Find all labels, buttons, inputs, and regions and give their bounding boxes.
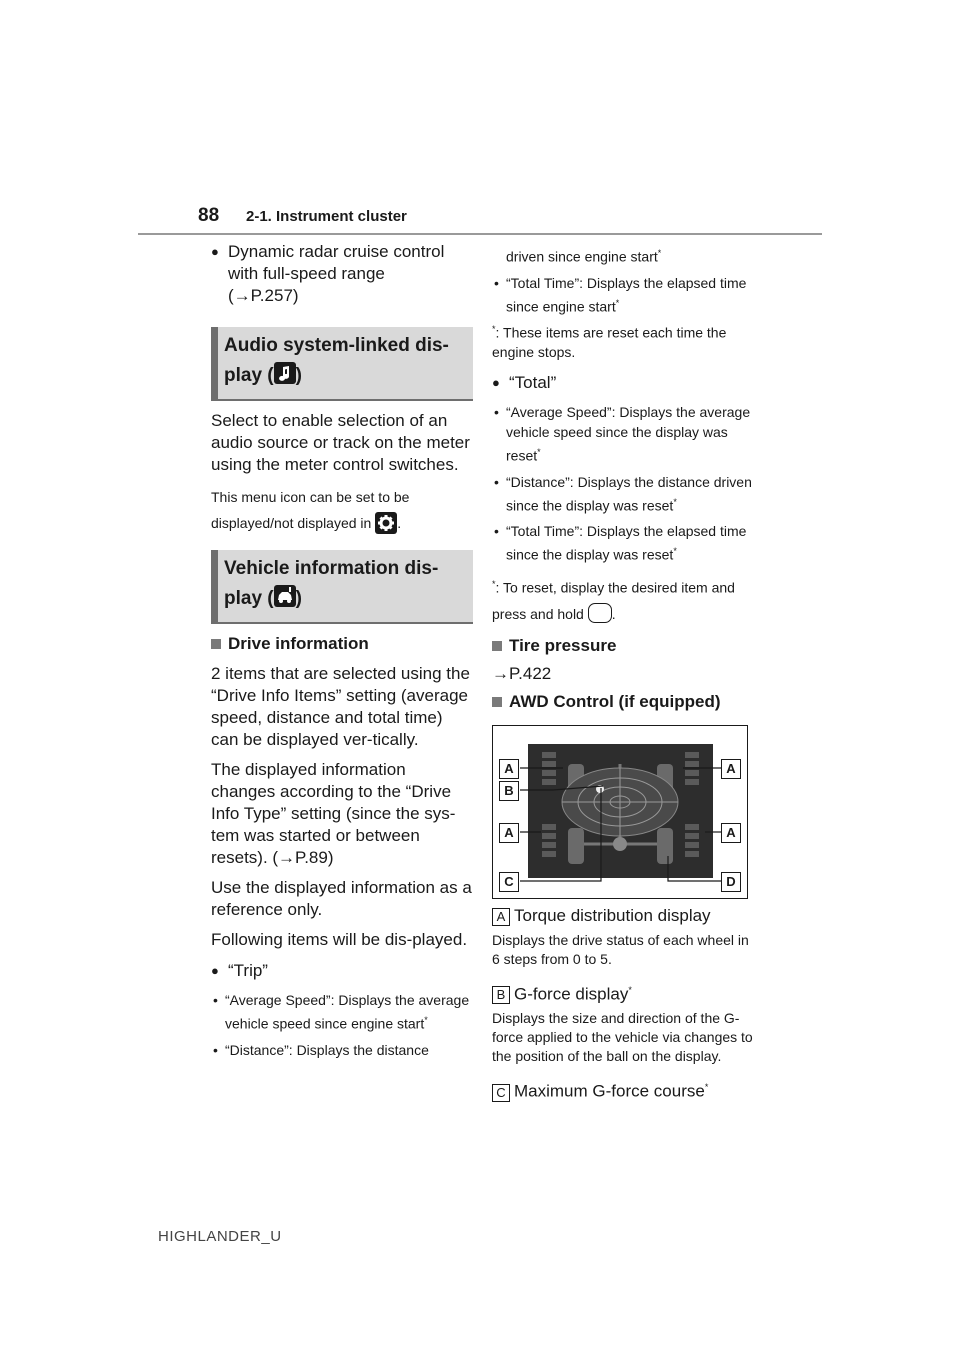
tag-a: A xyxy=(492,908,510,926)
drive-info-p4: Following items will be dis-played. xyxy=(211,930,468,949)
audio-heading: Audio system-linked dis- play ( ) xyxy=(211,327,473,401)
drive-info-title: Drive information xyxy=(211,633,473,655)
footer-model: HIGHLANDER_U xyxy=(158,1228,282,1245)
awd-display-figure xyxy=(492,725,748,899)
trip-distance-start: • “Distance”: Displays the distance xyxy=(211,1040,473,1060)
settings-gear-icon xyxy=(375,512,397,534)
tire-pressure-title: Tire pressure xyxy=(492,635,754,657)
audio-note: This menu icon can be set to be displayed/not displayed in . xyxy=(211,484,473,536)
drive-info-p2: The displayed information changes according to the “Drive Info Type” setting (since the sys-tem was started or between resets). (→P.89) xyxy=(211,760,456,867)
audio-text: Select to enable selection of an audio source or track on the meter using the meter control switches. xyxy=(211,411,470,474)
radar-ref-link[interactable]: (→P.257) xyxy=(228,286,299,305)
tag-c: C xyxy=(492,1084,510,1102)
awd-control-title: AWD Control (if equipped) xyxy=(492,691,754,713)
vehicle-info-heading: Vehicle information dis- play ( ) xyxy=(211,550,473,624)
caption-b-desc: Displays the size and direction of the G-force applied to the vehicle via changes to the position of the ball on the display. xyxy=(492,1010,753,1065)
label-a-top-right: A xyxy=(721,759,741,779)
total-title: ● “Total” xyxy=(492,372,754,394)
drive-info-p3: Use the displayed information as a reference only. xyxy=(211,878,472,919)
drive-info-p1: 2 items that are selected using the “Drive Info Items” setting (average speed, distance and total time) can be displayed ver-tically. xyxy=(211,664,470,749)
label-a-bottom-left: A xyxy=(499,823,519,843)
section-title: 2-1. Instrument cluster xyxy=(246,208,407,225)
radar-bullet: ● Dynamic radar cruise control with full-speed range (→P.257) xyxy=(211,241,473,307)
tire-pressure-ref[interactable]: →P.422 xyxy=(492,663,552,683)
music-note-icon xyxy=(274,362,296,384)
header-rule xyxy=(138,233,822,235)
caption-a: A Torque distribution display xyxy=(492,905,754,927)
vehicle-info-icon xyxy=(274,585,296,607)
caption-a-desc: Displays the drive status of each wheel in 6 steps from 0 to 5. xyxy=(492,931,749,967)
total-average-speed: • “Average Speed”: Displays the average vehicle speed since the display was reset* xyxy=(492,402,754,466)
page-number: 88 xyxy=(198,205,220,226)
ok-button-icon xyxy=(588,603,612,623)
trip-average-speed: • “Average Speed”: Displays the average vehicle speed since engine start* xyxy=(211,990,473,1034)
label-c: C xyxy=(499,872,519,892)
caption-b: B G-force display* xyxy=(492,979,754,1006)
label-b: B xyxy=(499,781,519,801)
label-a-top-left: A xyxy=(499,759,519,779)
right-column xyxy=(492,243,754,1103)
trip-title: ● “Trip” xyxy=(211,960,473,982)
trip-distance-cont: driven since engine start* xyxy=(506,248,662,265)
trip-total-time: • “Total Time”: Displays the elapsed time since engine start* xyxy=(492,273,754,317)
caption-c: C Maximum G-force course* xyxy=(492,1076,754,1103)
total-reset-note: *: To reset, display the desired item and press and hold . xyxy=(492,578,735,622)
left-column xyxy=(211,241,473,1060)
label-d: D xyxy=(721,872,741,892)
tag-b: B xyxy=(492,986,510,1004)
total-time: • “Total Time”: Displays the elapsed time since the display was reset* xyxy=(492,521,754,565)
total-distance: • “Distance”: Displays the distance driven since the display was reset* xyxy=(492,472,754,516)
label-a-bottom-right: A xyxy=(721,823,741,843)
trip-reset-note: *: These items are reset each time the engine stops. xyxy=(492,324,727,360)
